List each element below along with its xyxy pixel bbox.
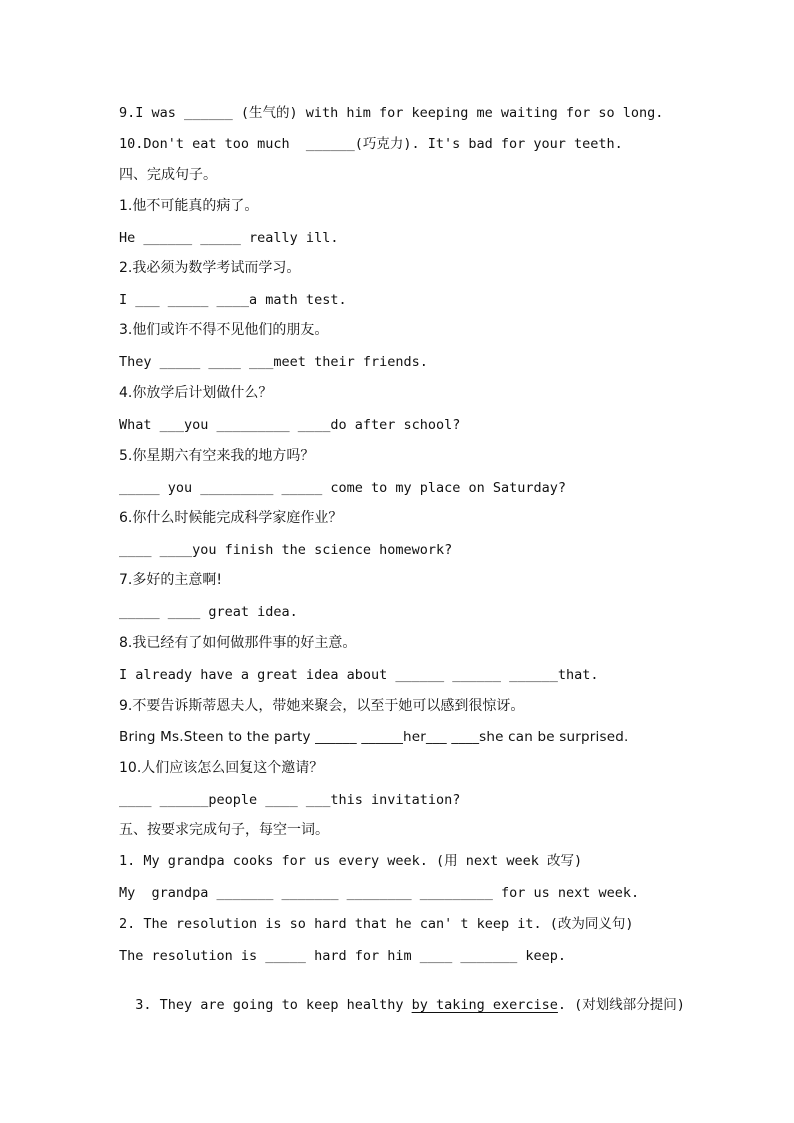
exercise-line: 2. The resolution is so hard that he can' t keep it. (改为同义句) [119,916,634,932]
exercise-line: 9.I was ______ (生气的) with him for keeping me waiting for so long. [119,105,664,121]
answer-line: ____ ____you finish the science homework? [119,542,453,558]
question-chinese: 7.多好的主意啊! [119,572,222,588]
answer-line: What ___you _________ ____do after school? [119,417,461,433]
answer-line: They _____ ____ ___meet their friends. [119,354,428,370]
exercise-line: 10.Don't eat too much ______(巧克力). It's bad for your teeth. [119,136,623,152]
exercise-text: 3. They are going to keep healthy [135,997,412,1013]
question-chinese: 9.不要告诉斯蒂恩夫人，带她来聚会，以至于她可以感到很惊讶。 [119,698,525,714]
answer-line: _____ you _________ _____ come to my place on Saturday? [119,480,567,496]
question-chinese: 1.他不可能真的病了。 [119,198,259,214]
answer-line: I already have a great idea about ______ ______ ______that. [119,667,599,683]
question-chinese: 2.我必须为数学考试而学习。 [119,260,301,276]
exercise-text: . (对划线部分提问) [557,997,685,1013]
question-chinese: 4.你放学后计划做什么？ [119,385,273,401]
question-chinese: 10.人们应该怎么回复这个邀请？ [119,760,324,776]
question-chinese: 8.我已经有了如何做那件事的好主意。 [119,635,357,651]
answer-line: I ___ _____ ____a math test. [119,292,347,308]
answer-line: Bring Ms.Steen to the party ______ ______her___ ____she can be surprised. [119,729,629,745]
underlined-phrase: by taking exercise [411,997,558,1013]
section-heading: 五、按要求完成句子，每空一词。 [119,822,329,838]
question-chinese: 5.你星期六有空来我的地方吗？ [119,448,315,464]
exercise-line [119,978,685,1014]
section-heading: 四、完成句子。 [119,167,217,183]
answer-line: ____ ______people ____ ___this invitation? [119,792,461,808]
exercise-line: 1. My grandpa cooks for us every week. (用 next week 改写) [119,853,583,869]
answer-line: My grandpa _______ _______ ________ _________ for us next week. [119,885,640,901]
question-chinese: 3.他们或许不得不见他们的朋友。 [119,322,329,338]
answer-line: The resolution is _____ hard for him ____ _______ keep. [119,948,567,964]
question-chinese: 6.你什么时候能完成科学家庭作业？ [119,510,343,526]
answer-line: _____ ____ great idea. [119,604,298,620]
answer-line: He ______ _____ really ill. [119,230,339,246]
